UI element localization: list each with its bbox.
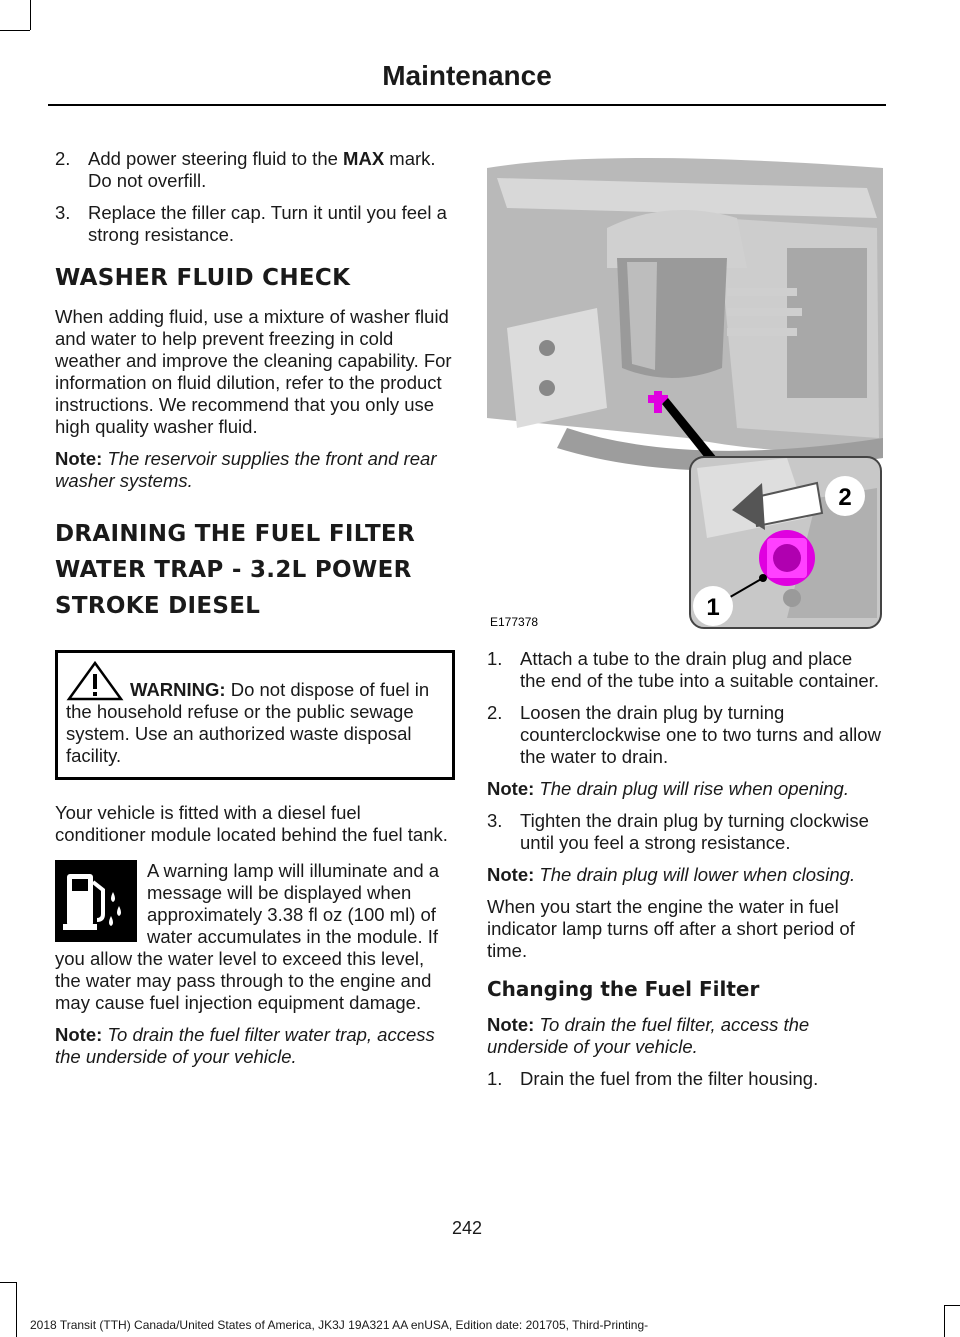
water-in-fuel-icon (55, 860, 137, 942)
list-item (55, 148, 455, 192)
subheading-changing-filter: Changing the Fuel Filter (487, 977, 760, 1001)
note-text: The drain plug will lower when closing. (539, 864, 856, 885)
step-text-bold: MAX (343, 148, 385, 169)
note-text: To drain the fuel filter water trap, access the underside of your vehicle. (55, 1024, 435, 1067)
list-item (487, 810, 881, 854)
note-lower (487, 864, 881, 886)
warning-triangle-icon (66, 661, 124, 701)
callout-1: 1 (706, 594, 720, 621)
washer-note (55, 448, 455, 492)
section-heading-drain: DRAINING THE FUEL FILTER WATER TRAP - 3.2L POWER STROKE DIESEL (55, 521, 415, 619)
washer-paragraph: When adding fluid, use a mixture of washer fluid and water to help prevent freezing in cold weather and improve the cleaning capability. For information on fluid dilution, refer to the product instructions. We recommend that you only use high quality washer fluid. (55, 306, 452, 437)
warning-body: Do not dispose of fuel in the household refuse or the public sewage system. Use an authorized waste disposal facility. (66, 679, 430, 766)
warning-box (55, 650, 455, 780)
note-label: Note: (487, 1014, 535, 1035)
note-label: Note: (55, 1024, 103, 1045)
warning-label: WARNING: (130, 679, 226, 700)
fuel-filter-illustration (487, 158, 883, 630)
crop-mark (0, 30, 30, 31)
footer-edition-text: 2018 Transit (TTH) Canada/United States of America, JK3J 19A321 AA enUSA, Edition date: 201705, Third-Printing- (30, 1318, 649, 1332)
step-number: 1. (487, 1068, 503, 1089)
step-text: Replace the filler cap. Turn it until you feel a strong resistance. (88, 202, 447, 245)
step-text: Drain the fuel from the filter housing. (520, 1068, 819, 1089)
step-number: 3. (55, 202, 71, 223)
step-text: Attach a tube to the drain plug and place the end of the tube into a suitable container. (520, 648, 879, 691)
right-column (487, 648, 881, 1100)
crop-mark (0, 1282, 16, 1283)
crop-mark (30, 0, 31, 30)
page-title: Maintenance (382, 60, 552, 91)
list-item (55, 202, 455, 246)
step-number: 2. (55, 148, 71, 169)
note-text: The reservoir supplies the front and rear washer systems. (55, 448, 437, 491)
page-number: 242 (451, 1218, 483, 1238)
list-item (487, 702, 881, 768)
crop-mark (944, 1305, 960, 1306)
figure-code: E177378 (490, 615, 539, 629)
step-text-part: Add power steering fluid to the (88, 148, 344, 169)
step-text: Tighten the drain plug by turning clockwise until you feel a strong resistance. (520, 810, 869, 853)
step-text: Loosen the drain plug by turning counterclockwise one to two turns and allow the water to drain. (520, 702, 881, 767)
lamp-paragraph: A warning lamp will illuminate and a message will be displayed when approximately 3.38 fl oz (100 ml) of water accumulates in the module. If you allow the water level to exceed this level, the water may pass through to the engine and may cause fuel injection equipment damage. (55, 860, 440, 1013)
note-label: Note: (487, 778, 535, 799)
step-number: 1. (487, 648, 503, 669)
step-number: 3. (487, 810, 503, 831)
warning-content (66, 661, 444, 767)
step-text (88, 148, 455, 192)
callout-2: 2 (838, 484, 852, 511)
note-underside (487, 1014, 881, 1058)
note-label: Note: (55, 448, 103, 469)
section-heading-washer: WASHER FLUID CHECK (55, 265, 351, 291)
crop-mark (944, 1305, 945, 1337)
note-label: Note: (487, 864, 535, 885)
step-number: 2. (487, 702, 503, 723)
note-text: To drain the fuel filter, access the underside of your vehicle. (487, 1014, 810, 1057)
note-text: The drain plug will rise when opening. (539, 778, 849, 799)
left-column (55, 148, 455, 1078)
step-text-part: mark. Do not overfill. (88, 148, 436, 191)
note-rise (487, 778, 881, 800)
lamp-paragraph-wrap (55, 860, 455, 1014)
crop-mark (16, 1282, 17, 1337)
vehicle-paragraph: Your vehicle is fitted with a diesel fuel conditioner module located behind the fuel tank. (55, 802, 448, 845)
list-item (487, 648, 881, 692)
list-item (487, 1068, 881, 1090)
lamp-off-paragraph: When you start the engine the water in fuel indicator lamp turns off after a short period of time. (487, 896, 855, 961)
header-divider (48, 104, 886, 106)
drain-note (55, 1024, 455, 1068)
fuel-pump-water-icon (61, 868, 131, 934)
